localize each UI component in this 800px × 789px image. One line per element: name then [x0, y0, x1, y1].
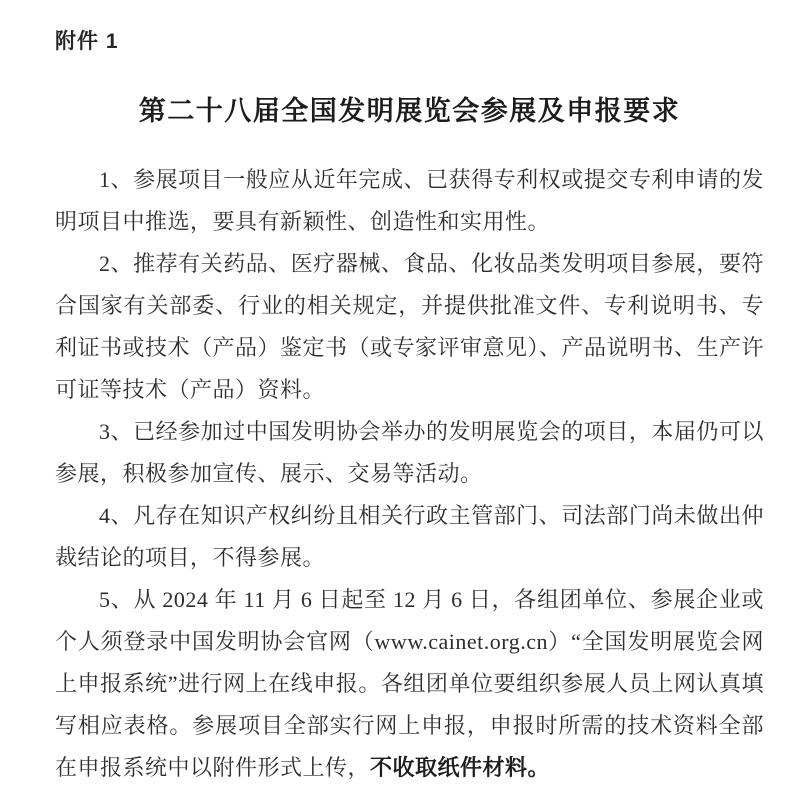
paragraph-4: [55, 495, 764, 579]
document-body: [55, 159, 764, 789]
attachment-label: 附件 1: [55, 30, 119, 53]
paragraph-3: [55, 411, 764, 495]
paragraph-1: [55, 159, 764, 243]
paragraph-1-text: 1、参展项目一般应从近年完成、已获得专利权或提交专利申请的发明项目中推选，要具有新颖性、创造性和实用性。: [55, 167, 764, 234]
paragraph-4-text: 4、凡存在知识产权纠纷且相关行政主管部门、司法部门尚未做出仲裁结论的项目，不得参展。: [55, 503, 764, 570]
paragraph-5: [55, 579, 764, 789]
paragraph-3-text: 3、已经参加过中国发明协会举办的发明展览会的项目，本届仍可以参展，积极参加宣传、展示、交易等活动。: [55, 419, 764, 486]
paragraph-5-text: 5、从 2024 年 11 月 6 日起至 12 月 6 日，各组团单位、参展企业或个人须登录中国发明协会官网（www.cainet.org.cn）“全国发明展览会网上申报系统”进行网上在线申报。各组团单位要组织参展人员上网认真填写相应表格。参展项目全部实行网上申报，申报时所需的技术资料全部在申报系统中以附件形式上传，: [55, 587, 764, 780]
document-title: 第二十八届全国发明展览会参展及申报要求: [138, 96, 681, 126]
paragraph-2: [55, 243, 764, 411]
paragraph-5-bold-text: 不收取纸件材料。: [370, 755, 551, 780]
paragraph-2-text: 2、推荐有关药品、医疗器械、食品、化妆品类发明项目参展，要符合国家有关部委、行业的相关规定，并提供批准文件、专利说明书、专利证书或技术（产品）鉴定书（或专家评审意见）、产品说明书、生产许可证等技术（产品）资料。: [55, 251, 765, 402]
